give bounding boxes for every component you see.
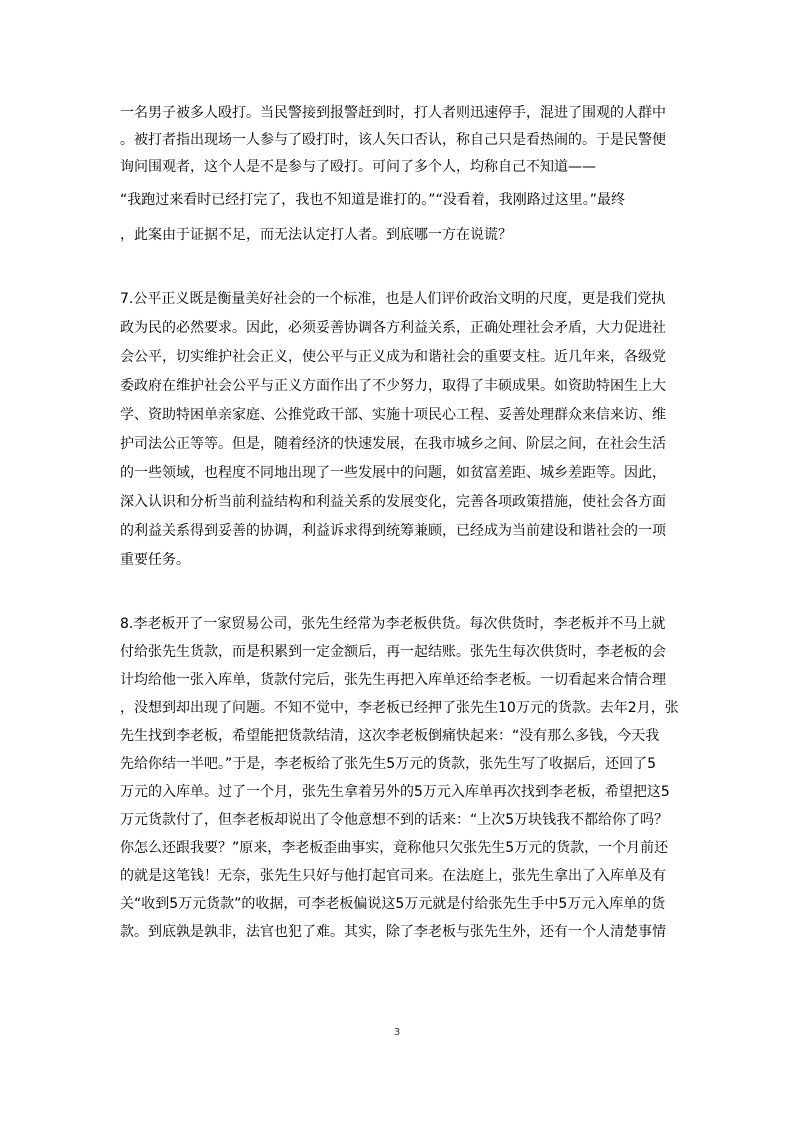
text-line: 付给张先生货款，而是积累到一定金额后，再一起结账。张先生每次供货时，李老板的会 [120, 644, 666, 660]
text-line: 护司法公正等等。但是，随着经济的快速发展，在我市城乡之间、阶层之间，在社会生活 [120, 436, 666, 452]
text-line: 会公平，切实维护社会正义，使公平与正义成为和谐社会的重要支柱。近几年来，各级党 [120, 349, 666, 365]
text-line: 万元的入库单。过了一个月，张先生拿着另外的5万元入库单再次找到李老板，希望把这5 [120, 784, 670, 800]
text-line: 计均给他一张入库单，货款付完后，张先生再把入库单还给李老板。一切看起来合情合理 [120, 672, 666, 688]
text-line: 重要任务。 [120, 552, 190, 568]
text-line: 的利益关系得到妥善的协调，利益诉求得到统筹兼顾，已经成为当前建设和谐社会的一项 [120, 523, 666, 539]
text-line: ，没想到却出现了问题。不知不觉中，李老板已经押了张先生10万元的货款。去年2月，张 [120, 700, 679, 716]
text-line: 8.李老板开了一家贸易公司，张先生经常为李老板供货。每次供货时，李老板并不马上就 [120, 616, 666, 632]
page-number: 3 [393, 1027, 401, 1038]
text-line: 万元货款付了，但李老板却说出了令他意想不到的话来：“上次5万块钱我不都给你了吗？ [120, 812, 669, 828]
text-line: ，此案由于证据不足，而无法认定打人者。到底哪一方在说谎？ [120, 227, 512, 243]
text-line: 的就是这笔钱！无奈，张先生只好与他打起官司来。在法庭上，张先生拿出了入库单及有 [120, 868, 666, 884]
text-line: 一名男子被多人殴打。当民警接到报警赶到时，打人者则迅速停手，混进了围观的人群中 [120, 105, 666, 121]
text-line: 询问围观者，这个人是不是参与了殴打。可问了多个人，均称自己不知道—— [120, 159, 596, 175]
text-line: 关“收到5万元货款”的收据，可李老板偏说这5万元就是付给张先生手中5万元入库单的货 [120, 896, 666, 912]
text-line: 政为民的必然要求。因此，必须妥善协调各方利益关系，正确处理社会矛盾，大力促进社 [120, 320, 666, 336]
text-line: 你怎么还跟我要？”原来，李老板歪曲事实，竟称他只欠张先生5万元的货款，一个月前还 [120, 840, 669, 856]
text-line: 学、资助特困单亲家庭、公推党政干部、实施十项民心工程、妥善处理群众来信来访、维 [120, 407, 666, 423]
text-line: 委政府在维护社会公平与正义方面作出了不少努力，取得了丰硕成果。如资助特困生上大 [120, 378, 666, 394]
text-line: 深入认识和分析当前利益结构和利益关系的发展变化，完善各项政策措施，使社会各方面 [120, 494, 666, 510]
text-line: 款。到底孰是孰非，法官也犯了难。其实，除了李老板与张先生外，还有一个人清楚事情 [120, 924, 666, 940]
text-line: 。被打者指出现场一人参与了殴打时，该人矢口否认，称自己只是看热闹的。于是民警便 [120, 132, 666, 148]
text-line: 7.公平正义既是衡量美好社会的一个标准，也是人们评价政治文明的尺度，更是我们党执 [120, 291, 666, 307]
text-line: 的一些领域，也程度不同地出现了一些发展中的问题，如贫富差距、城乡差距等。因此， [120, 465, 666, 481]
text-line: 先给你结一半吧。”于是，李老板给了张先生5万元的货款，张先生写了收据后，还回了5 [120, 756, 657, 772]
text-line: “我跑过来看时已经打完了，我也不知道是谁打的。”“没看着，我刚路过这里。”最终 [120, 192, 626, 208]
text-line: 先生找到李老板，希望能把货款结清，这次李老板倒痛快起来：“没有那么多钱，今天我 [120, 728, 660, 744]
